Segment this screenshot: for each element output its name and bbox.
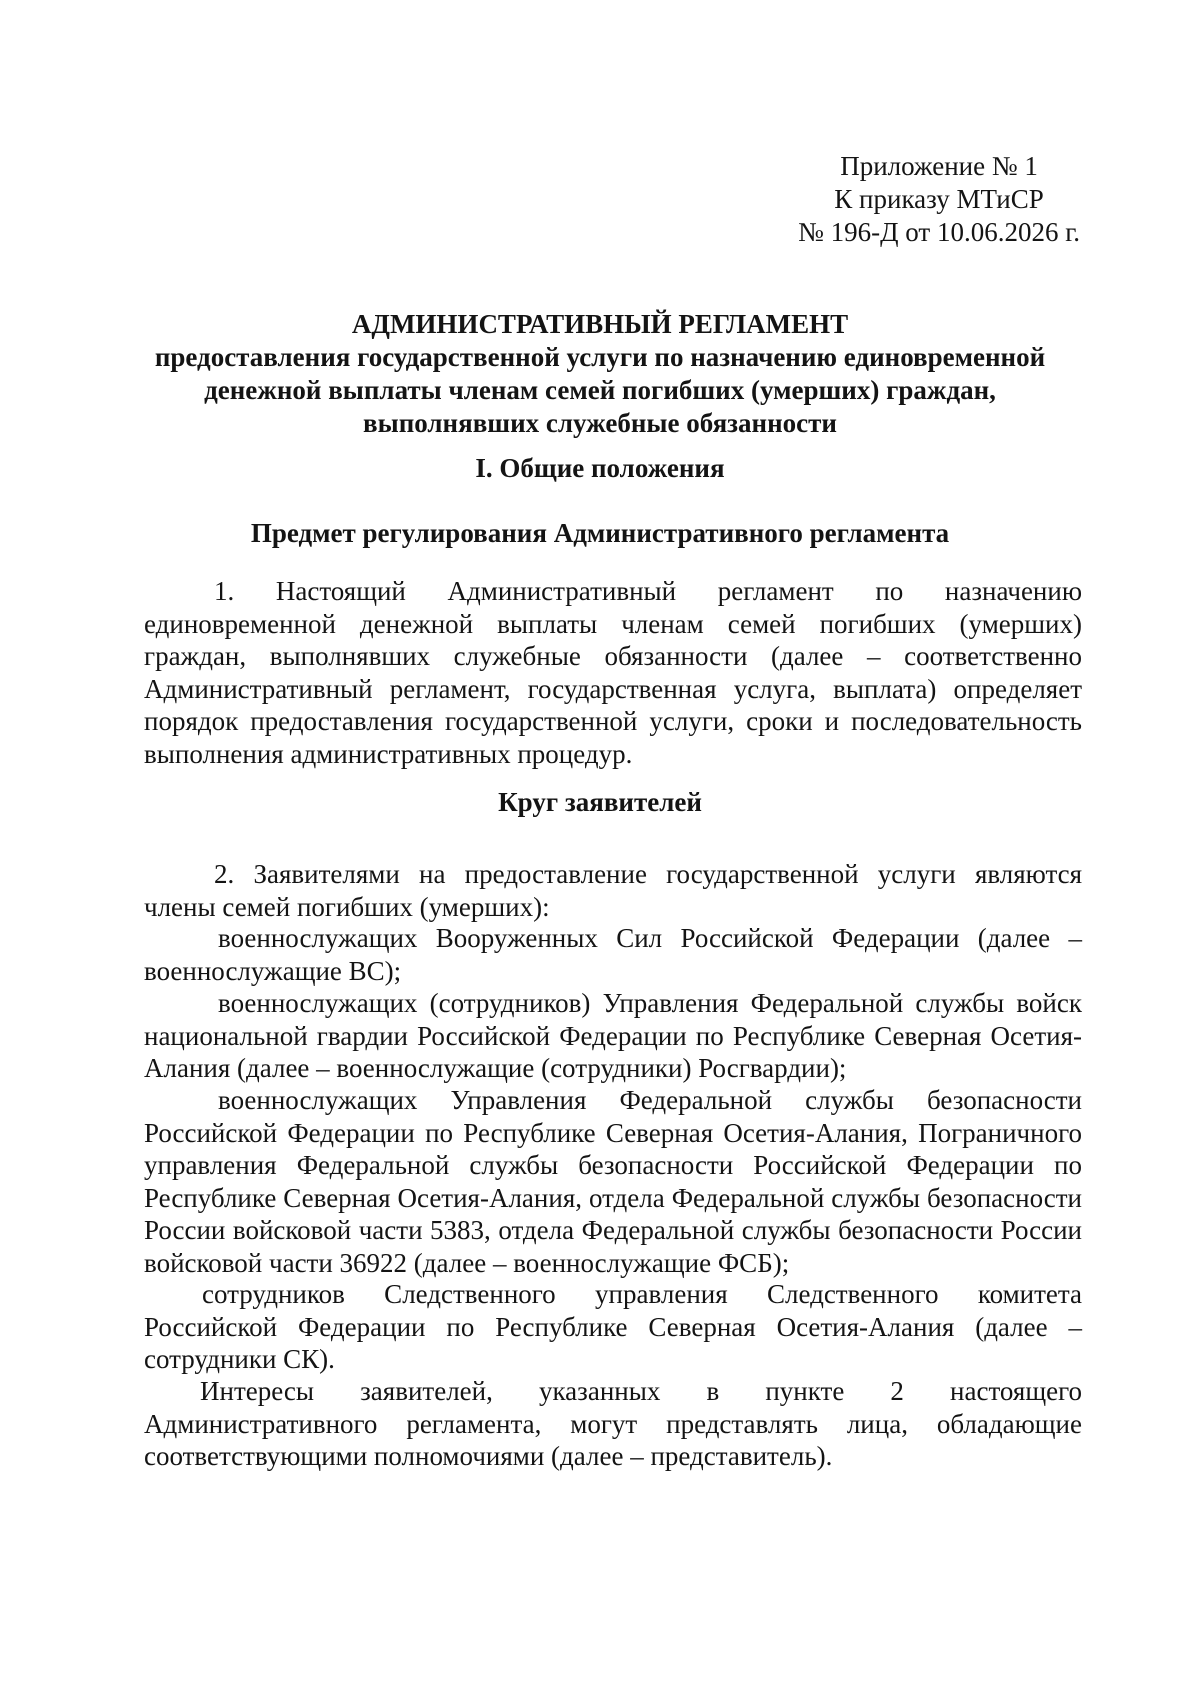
- title-line-3: денежной выплаты членам семей погибших (умерших) граждан,: [204, 375, 996, 405]
- appendix-order: К приказу МТиСР: [834, 184, 1044, 214]
- applicant-item-sk: сотрудников Следственного управления Следственного комитета Российской Федерации по Республике Северная Осетия-Алания (далее – сотрудники СК).: [144, 1279, 1082, 1375]
- document-title: [120, 308, 1080, 440]
- appendix-order-number-date: № 196-Д от 10.06.2026 г.: [798, 217, 1080, 247]
- paragraph-2: 2. Заявителями на предоставление государственной услуги являются члены семей погибших (умерших):: [144, 859, 1082, 922]
- title-line-1: АДМИНИСТРАТИВНЫЙ РЕГЛАМЕНТ: [351, 309, 849, 339]
- appendix-reference: [798, 150, 1080, 249]
- applicant-item-fsb: военнослужащих Управления Федеральной службы безопасности Российской Федерации по Республике Северная Осетия-Алания, Пограничного управления Федеральной службы безопасности Российской Федерации по Республике Северная Осетия-Алания, отдела Федеральной службы безопасности России войсковой части 5383, отдела Федеральной службы безопасности России войсковой части 36922 (далее – военнослужащие ФСБ);: [144, 1085, 1082, 1278]
- applicant-item-vs: военнослужащих Вооруженных Сил Российской Федерации (далее – военнослужащие ВС);: [144, 923, 1082, 986]
- applicant-item-rosgvardia: военнослужащих (сотрудников) Управления Федеральной службы войск национальной гвардии Российской Федерации по Республике Северная Осетия-Алания (далее – военнослужащие (сотрудники) Росгвардии);: [144, 988, 1082, 1084]
- title-line-2: предоставления государственной услуги по назначению единовременной: [154, 342, 1046, 372]
- section-heading: I. Общие положения: [475, 453, 725, 483]
- applicants-heading: Круг заявителей: [498, 787, 702, 817]
- title-line-4: выполнявших служебные обязанности: [363, 408, 837, 438]
- representative-paragraph: Интересы заявителей, указанных в пункте 2 настоящего Административного регламента, могут представлять лица, обладающие соответствующими полномочиями (далее – представитель).: [144, 1376, 1082, 1472]
- appendix-number: Приложение № 1: [840, 151, 1038, 181]
- paragraph-1: 1. Настоящий Административный регламент по назначению единовременной денежной выплаты членам семей погибших (умерших) граждан, выполнявших служебные обязанности (далее – соответственно Административный регламент, государственная услуга, выплата) определяет порядок предоставления государственной услуги, сроки и последовательность выполнения административных процедур.: [144, 576, 1082, 769]
- subsection-heading: Предмет регулирования Административного регламента: [250, 518, 950, 548]
